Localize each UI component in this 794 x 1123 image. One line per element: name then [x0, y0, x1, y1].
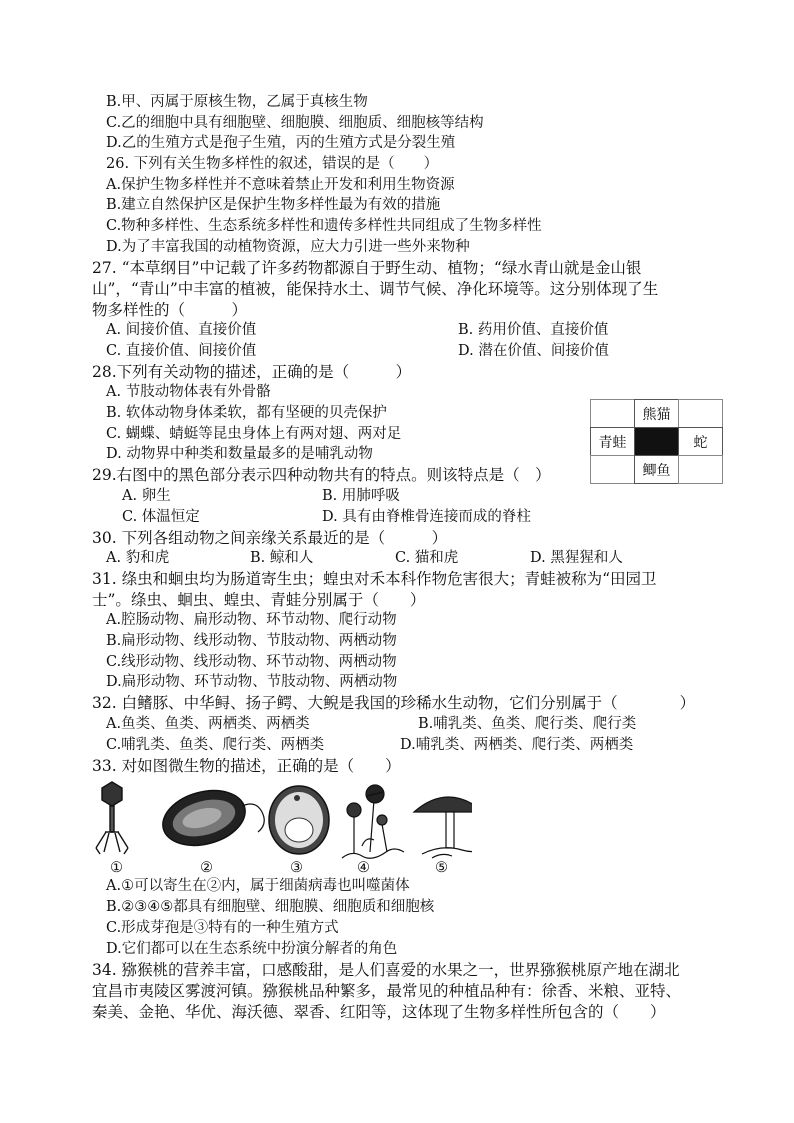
microbe-label-1: ①	[110, 860, 123, 876]
q27-option-a: A. 间接价值、直接价值	[106, 322, 257, 338]
q29-option-b: B. 用肺呼吸	[322, 488, 400, 504]
microbe-label-3: ③	[290, 860, 303, 876]
q31-option-d: D.扁形动物、环节动物、节肢动物、两栖动物	[106, 674, 398, 690]
grid-cell-panda: 熊猫	[634, 399, 679, 428]
grid-cell-empty	[590, 399, 635, 428]
q32-option-b: B.哺乳类、鱼类、爬行类、爬行类	[418, 716, 637, 732]
q29-option-c: C. 体温恒定	[122, 509, 200, 525]
q28-option-b: B. 软体动物身体柔软，都有坚硬的贝壳保护	[106, 405, 387, 421]
q30-option-c: C. 猫和虎	[395, 550, 459, 566]
q31-stem-line2: 士”。绦虫、蛔虫、蝗虫、青蛙分别属于（ ）	[92, 591, 426, 609]
grid-cell-shared-feature	[634, 427, 679, 456]
q25-option-b: B.甲、丙属于原核生物，乙属于真核生物	[106, 94, 368, 110]
q26-stem: 26. 下列有关生物多样性的叙述，错误的是（ ）	[106, 156, 439, 172]
q30-stem: 30. 下列各组动物之间亲缘关系最近的是（ ）	[92, 529, 448, 547]
q32-option-a: A.鱼类、鱼类、两栖类、两栖类	[106, 716, 310, 732]
grid-cell-snake: 蛇	[678, 427, 723, 456]
mushroom-image	[414, 797, 472, 858]
q25-option-c: C.乙的细胞中具有细胞壁、细胞膜、细胞质、细胞核等结构	[106, 115, 484, 131]
q31-option-a: A.腔肠动物、扁形动物、环节动物、爬行动物	[106, 612, 397, 628]
q31-option-c: C.线形动物、线形动物、环节动物、两栖动物	[106, 654, 397, 670]
bacteriophage-image	[96, 782, 128, 854]
q28-stem: 28.下列有关动物的描述，正确的是（ ）	[92, 363, 412, 381]
yeast-image	[269, 786, 329, 854]
q29-option-a: A. 卵生	[122, 488, 171, 504]
q29-option-d: D. 具有由脊椎骨连接而成的脊柱	[322, 509, 531, 525]
q34-stem-line1: 34. 猕猴桃的营养丰富，口感酸甜，是人们喜爱的水果之一，世界猕猴桃原产地在湖北	[92, 961, 680, 979]
q33-option-b: B.②③④⑤都具有细胞壁、细胞膜、细胞质和细胞核	[106, 899, 435, 915]
q26-option-b: B.建立自然保护区是保护生物多样性最为有效的措施	[106, 197, 441, 213]
q31-stem-line1: 31. 绦虫和蛔虫均为肠道寄生虫；蝗虫对禾本科作物危害很大；青蛙被称为“田园卫	[92, 570, 657, 588]
q30-option-a: A. 豹和虎	[106, 550, 170, 566]
grid-cell-empty	[678, 455, 723, 484]
q25-option-d: D.乙的生殖方式是孢子生殖，丙的生殖方式是分裂生殖	[106, 135, 456, 151]
q30-option-d: D. 黑猩猩和人	[530, 550, 623, 566]
q26-option-a: A.保护生物多样性并不意味着禁止开发和利用生物资源	[106, 177, 455, 193]
q34-stem-line3: 秦美、金艳、华优、海沃德、翠香、红阳等，这体现了生物多样性所包含的（ ）	[92, 1003, 666, 1021]
grid-cell-empty	[590, 455, 635, 484]
q27-option-c: C. 直接价值、间接价值	[106, 343, 257, 359]
q31-option-b: B.扁形动物、线形动物、节肢动物、两栖动物	[106, 633, 397, 649]
mold-image	[342, 785, 404, 858]
q34-stem-line2: 宜昌市夷陵区雾渡河镇。猕猴桃品种繁多，最常见的种植品种有：徐香、米粮、亚特、	[92, 982, 682, 1000]
bacterium-image	[157, 782, 265, 854]
q26-option-c: C.物种多样性、生态系统多样性和遗传多样性共同组成了生物多样性	[106, 218, 542, 234]
microbe-label-4: ④	[357, 860, 370, 876]
q32-option-d: D.哺乳类、两栖类、爬行类、两栖类	[400, 737, 634, 753]
q26-option-d: D.为了丰富我国的动植物资源，应大力引进一些外来物种	[106, 239, 470, 255]
q32-stem: 32. 白鳍豚、中华鲟、扬子鳄、大鲵是我国的珍稀水生动物，它们分别属于（ ）	[92, 694, 696, 712]
microbe-figure	[92, 778, 472, 878]
grid-cell-empty	[678, 399, 723, 428]
q27-stem-line2: 山”，“青山”中丰富的植被，能保持水土、调节气候、净化环境等。这分别体现了生	[92, 280, 659, 298]
grid-cell-frog: 青蛙	[590, 427, 635, 456]
animal-features-grid	[590, 399, 725, 486]
q29-stem: 29.右图中的黑色部分表示四种动物共有的特点。则该特点是（ ）	[92, 466, 551, 484]
q33-option-d: D.它们都可以在生态系统中扮演分解者的角色	[106, 941, 398, 957]
q30-option-b: B. 鲸和人	[250, 550, 314, 566]
q27-stem-line3: 物多样性的（ ）	[92, 301, 248, 319]
q28-option-a: A. 节肢动物体表有外骨骼	[106, 384, 271, 400]
q28-option-d: D. 动物界中种类和数量最多的是哺乳动物	[106, 446, 373, 462]
microbe-label-2: ②	[200, 860, 213, 876]
microbe-label-5: ⑤	[435, 860, 448, 876]
q27-option-b: B. 药用价值、直接价值	[458, 322, 609, 338]
q32-option-c: C.哺乳类、鱼类、爬行类、两栖类	[106, 737, 325, 753]
q33-option-c: C.形成芽孢是③特有的一种生殖方式	[106, 920, 339, 936]
grid-cell-crucian: 鲫鱼	[634, 455, 679, 484]
q33-stem: 33. 对如图微生物的描述，正确的是（ ）	[92, 757, 401, 775]
q27-stem-line1: 27. “本草纲目”中记载了许多药物都源自于野生动、植物；“绿水青山就是金山银	[92, 259, 642, 277]
q27-option-d: D. 潜在价值、间接价值	[458, 343, 609, 359]
q33-option-a: A.①可以寄生在②内，属于细菌病毒也叫噬菌体	[106, 878, 410, 894]
q28-option-c: C. 蝴蝶、蜻蜓等昆虫身体上有两对翅、两对足	[106, 426, 402, 442]
